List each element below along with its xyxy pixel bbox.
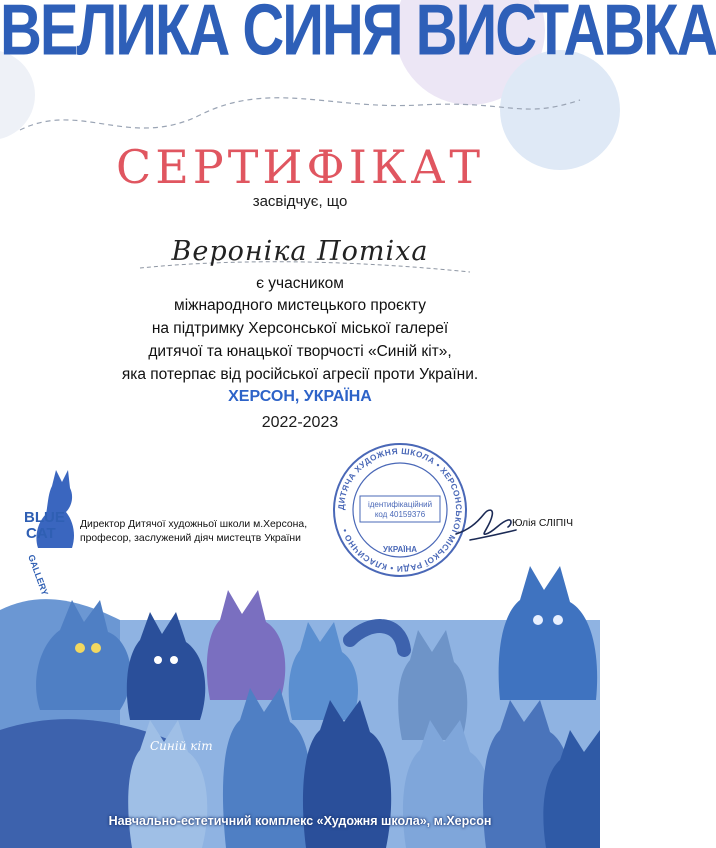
stamp-code-label: ідентифікаційний <box>367 500 433 509</box>
handwritten-signature <box>450 500 520 545</box>
director-title-line: професор, заслужений діяч мистецтв України <box>80 533 301 544</box>
footer-institution: Навчально-естетичний комплекс «Художня школа», м.Херсон <box>108 814 492 828</box>
certificate-title: СЕРТИФІКАТ <box>116 140 484 194</box>
blue-cats-artwork <box>0 560 600 848</box>
recipient-name: Вероніка Потіха <box>171 236 429 267</box>
artwork-caption: Синій кіт <box>150 739 213 753</box>
logo-text-gallery: GALLERY <box>26 553 51 597</box>
signatory-name: Юлія СЛІПІЧ <box>512 518 574 529</box>
official-stamp <box>330 440 470 580</box>
certificate-subtitle: засвідчує, що <box>252 193 348 210</box>
stamp-bottom-text: УКРАЇНА <box>382 545 418 554</box>
stamp-code-number: код 40159376 <box>374 510 426 519</box>
body-line: є учасником <box>256 275 344 292</box>
logo-text-cat: CAT <box>26 525 56 542</box>
body-line: яка потерпає від російської агресії проти України. <box>121 366 479 383</box>
project-years: 2022-2023 <box>261 414 339 431</box>
director-title <box>80 518 370 546</box>
body-line: міжнародного мистецького проєкту <box>174 297 426 314</box>
body-line: на підтримку Херсонської міської галереї <box>151 320 449 337</box>
city-country: ХЕРСОН, УКРАЇНА <box>228 388 372 405</box>
decor-dashed-wave <box>20 98 580 130</box>
director-title-line: Директор Дитячої художньої школи м.Херсона, <box>80 519 308 530</box>
logo-text-blue: BLUE <box>24 509 65 526</box>
stamp-ring-text: ДИТЯЧА ХУДОЖНЯ ШКОЛА • ХЕРСОНСЬКОЇ МІСЬКОЇ РАДИ • КЛАСИЧНО • <box>335 445 465 575</box>
body-line: дитячої та юнацької творчості «Синій кіт», <box>148 343 452 360</box>
exhibition-banner: ВЕЛИКА СИНЯ ВИСТАВКА <box>0 0 716 71</box>
